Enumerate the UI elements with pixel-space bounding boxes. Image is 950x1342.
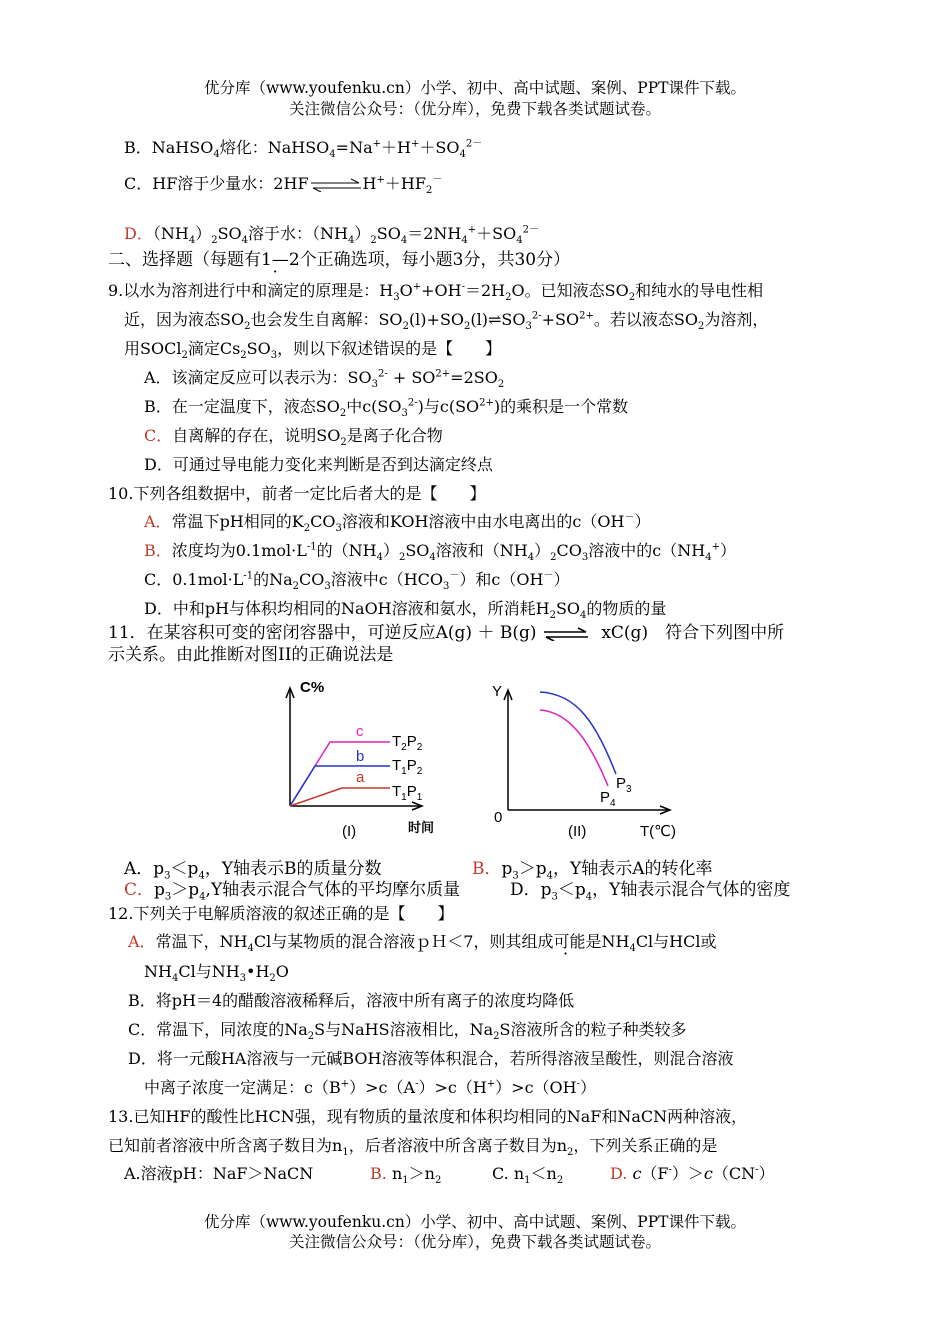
q11-stem-line-1: 11．在某容积可变的密闭容器中，可逆反应A(g) ＋ B(g) xC(g) 符合下列图中所 xyxy=(108,623,785,643)
q12-option-c: C．常温下，同浓度的$Na_2S$与NaHS溶液相比，$Na_2S$溶液所含的粒子种类较多 xyxy=(128,1020,687,1043)
q11-option-a: A．$p_3<p_4$，Y轴表示B的质量分数 xyxy=(124,859,382,882)
prev-option-c: C．HF溶于少量水：2HF $H^++HF_2^-$ xyxy=(124,174,443,197)
q12-option-d-line-2: 中离子浓度一定满足：c（B+）>c（A-）>c（H+）>c（OH-） xyxy=(144,1078,597,1097)
footer-line-1: 优分库（www.youfenku.cn）小学、初中、高中试题、案例、PPT课件下载。 xyxy=(203,1213,747,1231)
q13-option-a: A.溶液pH：NaF＞NaCN xyxy=(124,1164,314,1183)
equilibrium-arrow-icon: ⇌ xyxy=(488,310,502,329)
q9-option-c: C．自离解的存在，说明$SO_2$是离子化合物 xyxy=(144,426,443,449)
fig1-curve-a xyxy=(290,788,390,806)
fig1-tag-t1p1: $T_1P_1$ xyxy=(392,783,423,803)
q12-option-d-line-1: D．将一元酸HA溶液与一元碱BOH溶液等体积混合，若所得溶液呈酸性，则混合溶液 xyxy=(128,1049,734,1068)
q9-stem-line-1: 9.以水为溶剂进行中和滴定的原理是：$H_3O^++OH^-=2H_2O$。已知液态$SO_2$和纯水的导电性相 xyxy=(108,281,764,304)
equilibrium-arrow-icon xyxy=(309,178,363,192)
fig2-caption: (II) xyxy=(568,823,587,840)
q11-option-c: C．$p_3>p_4,Y$轴表示混合气体的平均摩尔质量 xyxy=(124,880,461,903)
fig1-xlabel: 时间 xyxy=(408,820,435,835)
fig1-tag-t1p2: $T_1P_2$ xyxy=(392,757,423,777)
prev-option-b: B．NaHSO$_4$熔化：$NaHSO_4=Na^++H^++SO_4^{2-}$ xyxy=(124,138,483,161)
q12-option-a-line-2: $NH_4Cl$与$NH_3•H_2O$ xyxy=(144,962,289,985)
q13-option-c: C. $n_1<n_2$ xyxy=(492,1164,564,1187)
fig2-curve-p3 xyxy=(540,692,616,774)
figure-2 xyxy=(488,672,698,842)
prev-option-d: D．$(NH_4)_2SO_4$溶于水：$(NH_4)_2SO_4=2NH_4^++SO_4^{2-}$ xyxy=(124,224,539,247)
figure-1 xyxy=(270,672,450,842)
fig2-curve-p4 xyxy=(540,710,608,786)
q10-option-d: D．中和pH与体积均相同的NaOH溶液和氨水，所消耗$H_2SO_4$的物质的量 xyxy=(144,599,667,622)
q12-option-b: B．将pH＝4的醋酸溶液稀释后，溶液中所有离子的浓度均降低 xyxy=(128,991,575,1010)
fig1-curve-b xyxy=(290,766,390,806)
section-heading: 二、选择题（每题有1—2 ·个正确选项，每小题3分，共30分） xyxy=(108,250,570,270)
q13-option-d: D. c（F-）＞c（CN-） xyxy=(610,1164,775,1183)
q10-stem: 10.下列各组数据中，前者一定比后者大的是【 】 xyxy=(108,484,486,503)
q10-option-b: B．浓度均为$0.1mol\cdot L^{-1}$的$(NH_4)_2SO_4$溶液和$(NH_4)_2CO_3$溶液中的$c(NH_4^+)$ xyxy=(144,541,736,564)
fig1-label-a: a xyxy=(356,769,365,786)
fig2-xlabel: T(℃) xyxy=(640,823,676,840)
q9-option-b: B．在一定温度下，液态$SO_2$中$c(SO_3^{2-})$与$c(SO^{2+})$的乘积是一个常数 xyxy=(144,397,629,420)
fig1-label-c: c xyxy=(356,723,364,740)
footer-line-2: 关注微信公众号：（优分库），免费下载各类试题试卷。 xyxy=(288,1233,661,1251)
q9-option-d: D．可通过导电能力变化来判断是否到达滴定终点 xyxy=(144,455,493,474)
q13-stem-line-2: 已知前者溶液中所含离子数目为$n_1$，后者溶液中所含离子数目为$n_2$，下列关系正确的是 xyxy=(108,1136,718,1159)
fig1-ylabel: C% xyxy=(300,679,325,696)
q11-option-d: D．$p_3<p_4$，Y轴表示混合气体的密度 xyxy=(510,880,791,903)
fig1-caption: (I) xyxy=(342,823,357,840)
fig2-origin: 0 xyxy=(494,809,503,826)
q12-stem: 12.下列关于电解质溶液的叙述正确的是【 】 xyxy=(108,904,454,923)
fig2-label-p4: $P_4$ xyxy=(600,789,616,809)
header-line-2: 关注微信公众号：（优分库），免费下载各类试题试卷。 xyxy=(288,100,661,118)
q12-option-a-line-1: A．常温下，$NH_4Cl$与某物质的混合溶液ｐＨ＜7，则其组成可能是$NH_4Cl$与HCl或 xyxy=(128,932,717,955)
fig1-label-b: b xyxy=(356,748,365,765)
equilibrium-arrow-icon xyxy=(542,627,596,641)
q11-option-b: B．$p_3>p_4$，Y轴表示A的转化率 xyxy=(472,859,713,882)
header-line-1: 优分库（www.youfenku.cn）小学、初中、高中试题、案例、PPT课件下载。 xyxy=(203,79,747,97)
fig2-label-p3: $P_3$ xyxy=(616,775,632,795)
q11-stem-line-2: 示关系。由此推断对图II的正确说法是 xyxy=(108,645,394,665)
q10-option-a: A．常温下pH相同的$K_2CO_3$溶液和KOH溶液中由水电离出的c（OH－） xyxy=(144,512,651,535)
q9-stem-line-2: 近，因为液态$SO_2$也会发生自离解：$SO_2(l)+SO_2(l)\rightleftharpoons SO_3^{2-}+SO^{2+}$。若以液态$SO_2$为溶剂， xyxy=(124,310,769,333)
fig2-ylabel: Y xyxy=(492,683,503,700)
q13-option-b: B. $n_1>n_2$ xyxy=(370,1164,442,1187)
q9-stem-line-3: 用SOCl$_2$滴定$Cs_2SO_3$，则以下叙述错误的是【 】 xyxy=(124,339,502,362)
q10-option-c: C．$0.1mol\cdot L^{-1}$的$Na_2CO_3$溶液中$c(HCO_3^-)$和c（OH－） xyxy=(144,570,570,593)
fig1-curve-c xyxy=(290,742,390,806)
fig1-tag-t2p2: $T_2P_2$ xyxy=(392,733,423,753)
q13-stem-line-1: 13.已知HF的酸性比HCN强，现有物质的量浓度和体积均相同的NaF和NaCN两种溶液， xyxy=(108,1107,748,1126)
q9-option-a: A．该滴定反应可以表示为：$SO_3^{2-} + SO^{2+}=2SO_2$ xyxy=(144,368,505,391)
